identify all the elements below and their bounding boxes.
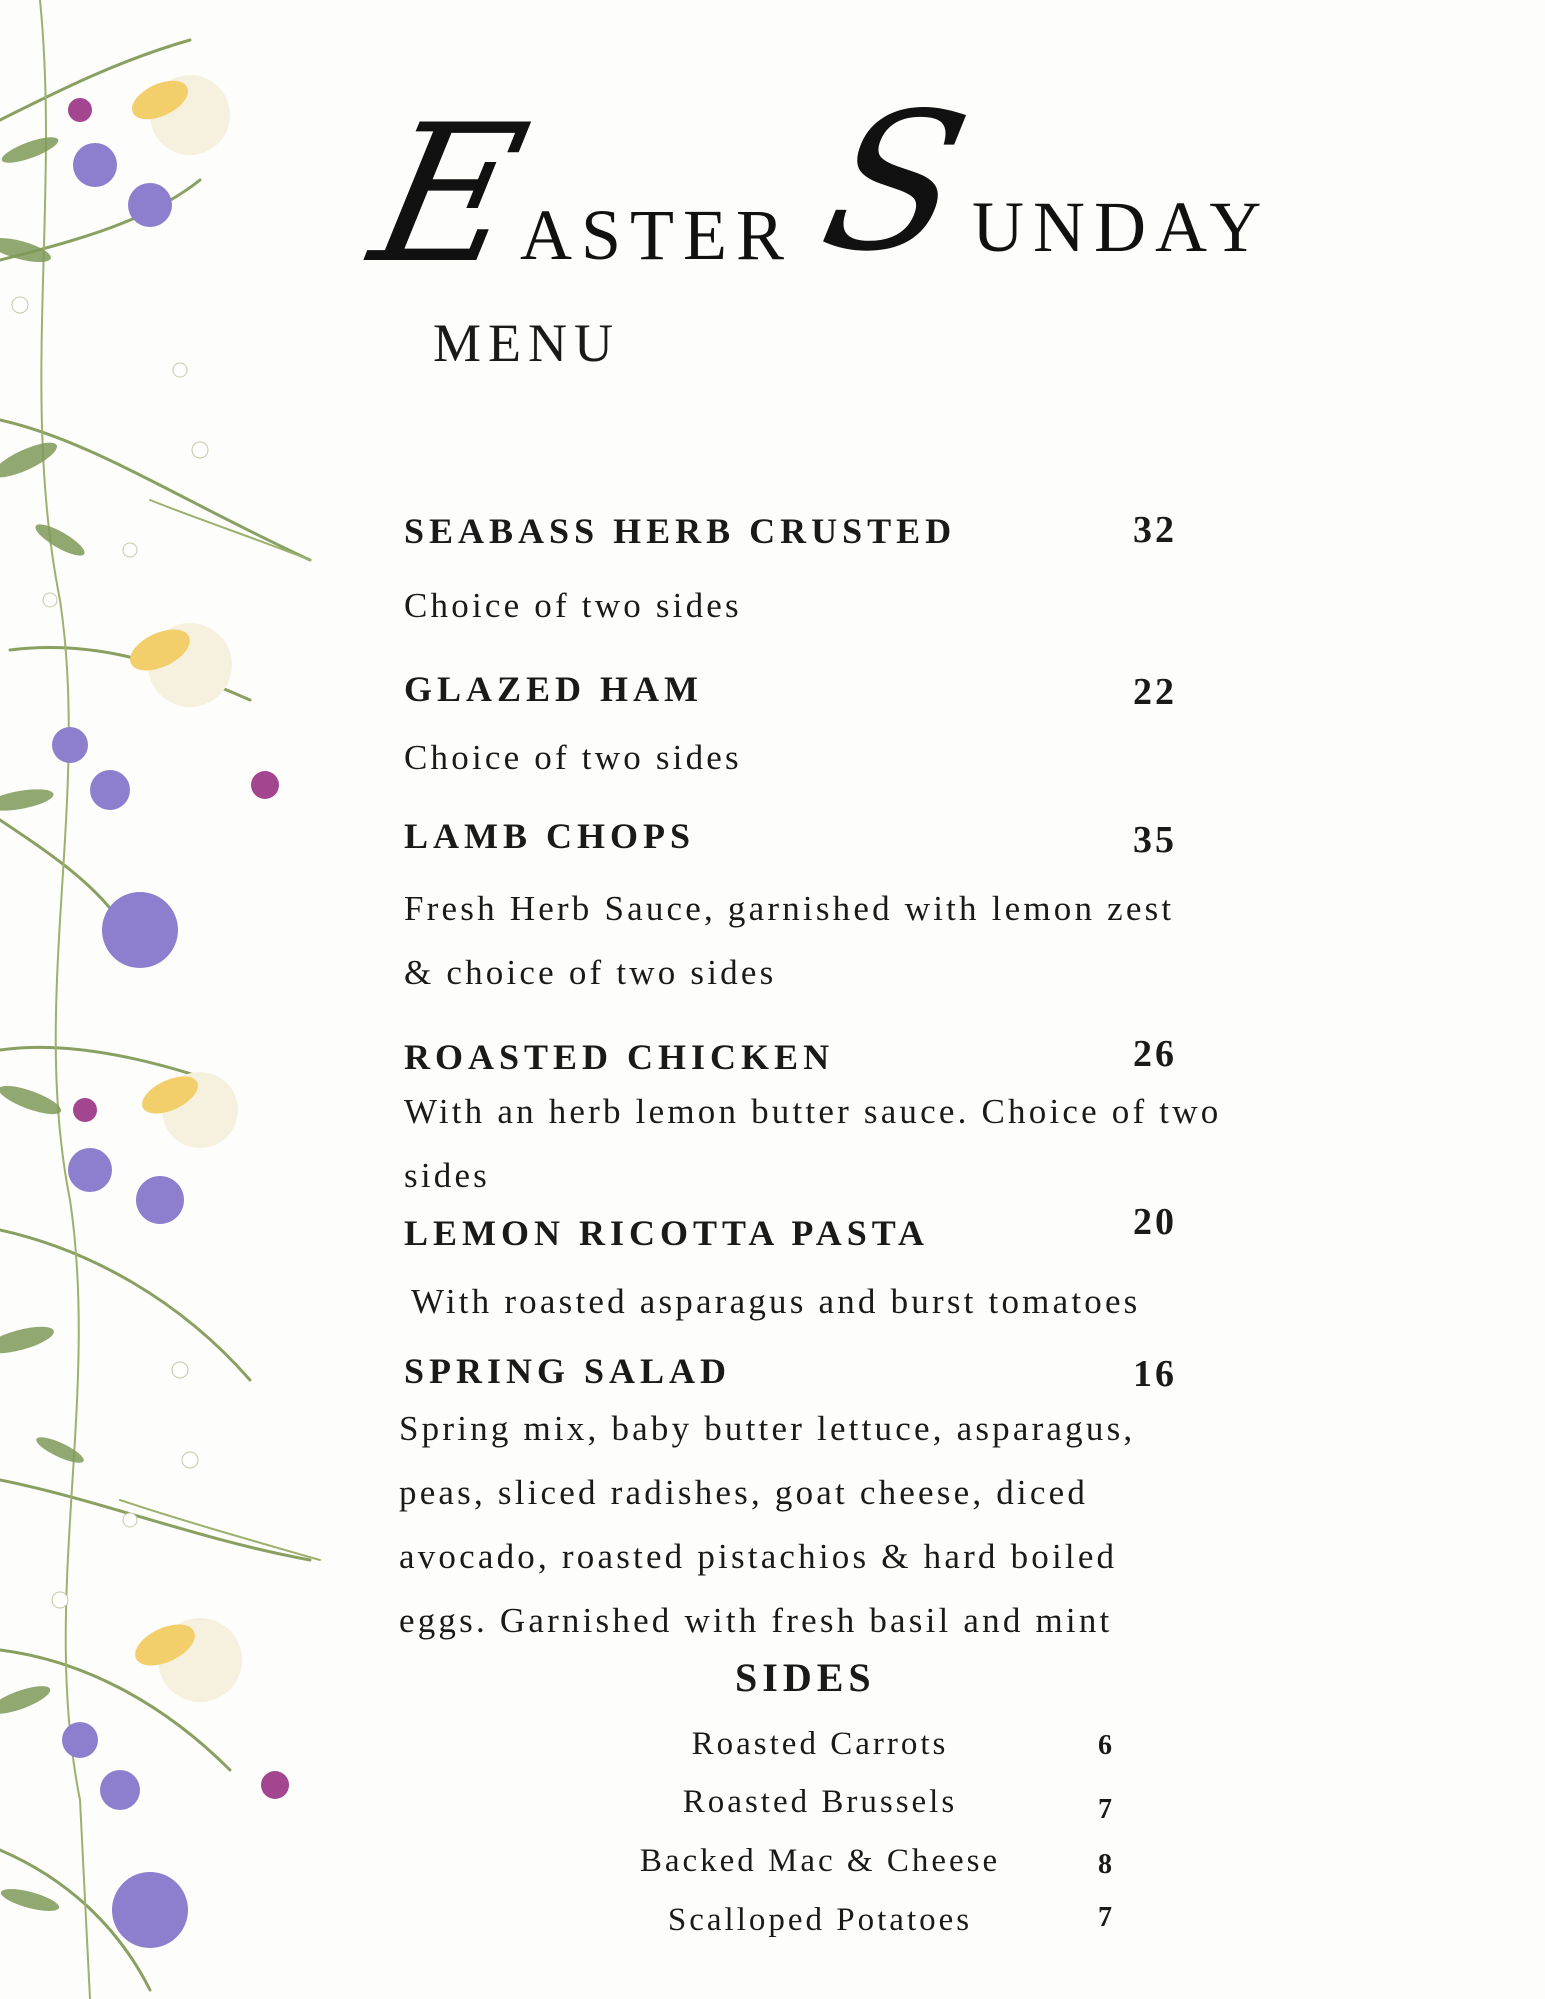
sides-heading: SIDES: [735, 1655, 876, 1700]
item-price: 22: [1133, 671, 1177, 713]
item-name: LEMON RICOTTA PASTA: [404, 1213, 930, 1253]
item-price: 35: [1133, 819, 1177, 861]
item-description: Choice of two sides: [404, 586, 742, 625]
side-item-name: Scalloped Potatoes: [667, 1902, 973, 1938]
item-name: SPRING SALAD: [404, 1351, 732, 1391]
title-easter-initial: E: [356, 84, 543, 305]
item-description: peas, sliced radishes, goat cheese, diced: [399, 1473, 1089, 1512]
item-name: LAMB CHOPS: [404, 816, 696, 856]
item-description: Fresh Herb Sauce, garnished with lemon zest: [404, 889, 1175, 928]
side-item-name: Backed Mac & Cheese: [639, 1843, 1001, 1879]
title-sunday-rest: UNDAY: [972, 187, 1271, 267]
side-item-price: 7: [1098, 1794, 1112, 1825]
item-price: 20: [1133, 1201, 1177, 1243]
title-sunday-initial: S: [806, 72, 984, 293]
item-description: & choice of two sides: [404, 953, 777, 992]
title-easter-rest: ASTER: [520, 195, 794, 275]
side-item-price: 7: [1098, 1902, 1112, 1933]
item-description: Choice of two sides: [404, 738, 742, 777]
side-item-name: Roasted Brussels: [682, 1784, 958, 1820]
item-description: sides: [404, 1156, 490, 1195]
side-item-price: 6: [1098, 1730, 1112, 1761]
floral-border-illustration: [0, 0, 330, 1999]
menu-subtitle: MENU: [433, 313, 620, 373]
item-price: 26: [1133, 1033, 1177, 1075]
item-description: With roasted asparagus and burst tomatoes: [411, 1282, 1141, 1321]
item-name: GLAZED HAM: [404, 669, 704, 709]
item-description: With an herb lemon butter sauce. Choice of two: [404, 1092, 1222, 1131]
item-price: 16: [1133, 1353, 1177, 1395]
item-description: avocado, roasted pistachios & hard boiled: [399, 1537, 1118, 1576]
side-item-price: 8: [1098, 1849, 1112, 1880]
item-description: Spring mix, baby butter lettuce, asparagus,: [399, 1409, 1136, 1448]
item-description: eggs. Garnished with fresh basil and mint: [399, 1601, 1113, 1640]
item-name: ROASTED CHICKEN: [404, 1037, 835, 1077]
item-name: SEABASS HERB CRUSTED: [404, 511, 957, 551]
menu-title: [356, 72, 1380, 305]
side-item-name: Roasted Carrots: [691, 1726, 949, 1762]
item-price: 32: [1133, 509, 1177, 551]
